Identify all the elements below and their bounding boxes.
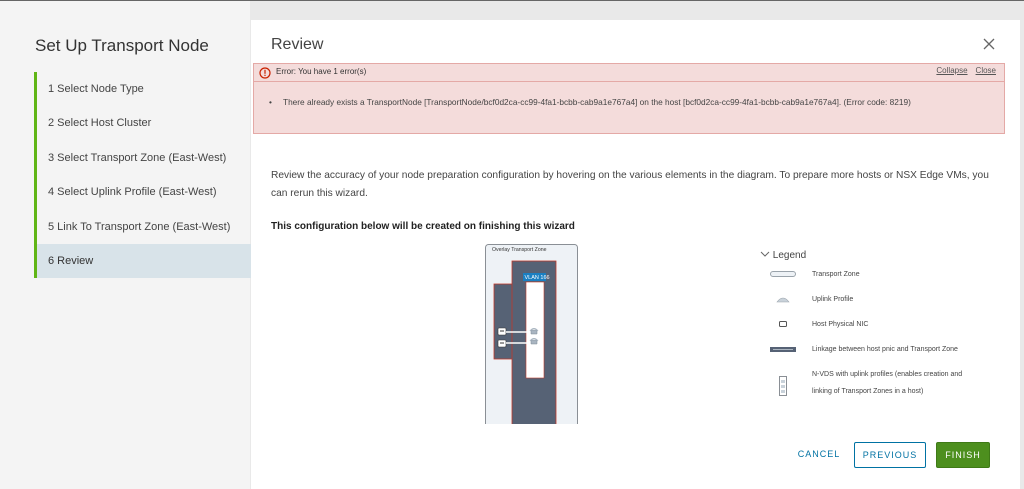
legend-toggle[interactable] — [760, 249, 1000, 267]
dialog-title: Review — [271, 36, 324, 53]
host-node-block[interactable] — [494, 284, 514, 359]
alert-actions — [928, 66, 996, 75]
finish-button[interactable]: FINISH — [936, 442, 990, 468]
alert-header — [254, 64, 1004, 82]
step-select-host-cluster[interactable]: 2 Select Host Cluster — [48, 117, 152, 130]
nvds-icon — [779, 376, 787, 398]
transport-zone-icon — [770, 271, 796, 279]
alert-message — [270, 96, 960, 109]
review-description: Review the accuracy of your node preparation configuration by hovering on the various elements in the diagram. To prepare more hosts or NSX Edge VMs, you can rerun this wizard. — [271, 170, 989, 199]
error-circle-icon — [259, 66, 271, 84]
wizard-title: Set Up Transport Node — [35, 36, 209, 55]
step-review[interactable]: 6 Review — [37, 244, 253, 278]
dialog-content — [251, 20, 1020, 489]
configuration-diagram[interactable] — [485, 244, 578, 424]
bullet-icon: • — [269, 97, 272, 107]
close-icon[interactable] — [980, 35, 998, 53]
wizard-sidebar — [0, 1, 250, 489]
chevron-down-icon — [760, 250, 770, 261]
config-heading: This configuration below will be created on finishing this wizard — [271, 221, 575, 232]
step-link-transport-zone[interactable]: 5 Link To Transport Zone (East-West) — [48, 220, 231, 233]
legend-title: Legend — [772, 250, 807, 261]
step-select-node-type[interactable]: 1 Select Node Type — [48, 83, 144, 95]
previous-button[interactable]: PREVIOUS — [854, 442, 926, 468]
linkage-icon — [770, 347, 796, 354]
cancel-button[interactable]: CANCEL — [797, 449, 841, 459]
overlay-zone-label: Overlay Transport Zone — [492, 247, 547, 253]
vlan-label: VLAN 166 — [524, 275, 550, 281]
alert-message-text: There already exists a TransportNode [TransportNode/bcf0d2ca-cc99-4fa1-bcbb-cab9a1e767a4] on the host [bcf0d2ca-cc99-4fa1-bcbb-cab9a1e767a4]. (Error code: 8219) — [283, 97, 911, 107]
legend-panel: Legend Transport Zone Uplink Profile Host Physical NIC Linkage between host pnic and Transport Zone N-VDS with uplink profiles (enables creation and linking of Transport Zones in a host) — [760, 249, 1000, 267]
step-select-uplink-profile[interactable]: 4 Select Uplink Profile (East-West) — [48, 186, 217, 199]
alert-collapse-link[interactable]: Collapse — [936, 66, 968, 75]
step-select-transport-zone[interactable]: 3 Select Transport Zone (East-West) — [48, 151, 227, 164]
wizard-steps — [34, 72, 253, 278]
alert-header-text: Error: You have 1 error(s) — [276, 67, 367, 76]
physical-nic-icon — [779, 321, 787, 329]
uplink-profile-icon — [776, 295, 790, 305]
alert-close-link[interactable]: Close — [975, 66, 996, 75]
error-alert — [253, 63, 1005, 134]
